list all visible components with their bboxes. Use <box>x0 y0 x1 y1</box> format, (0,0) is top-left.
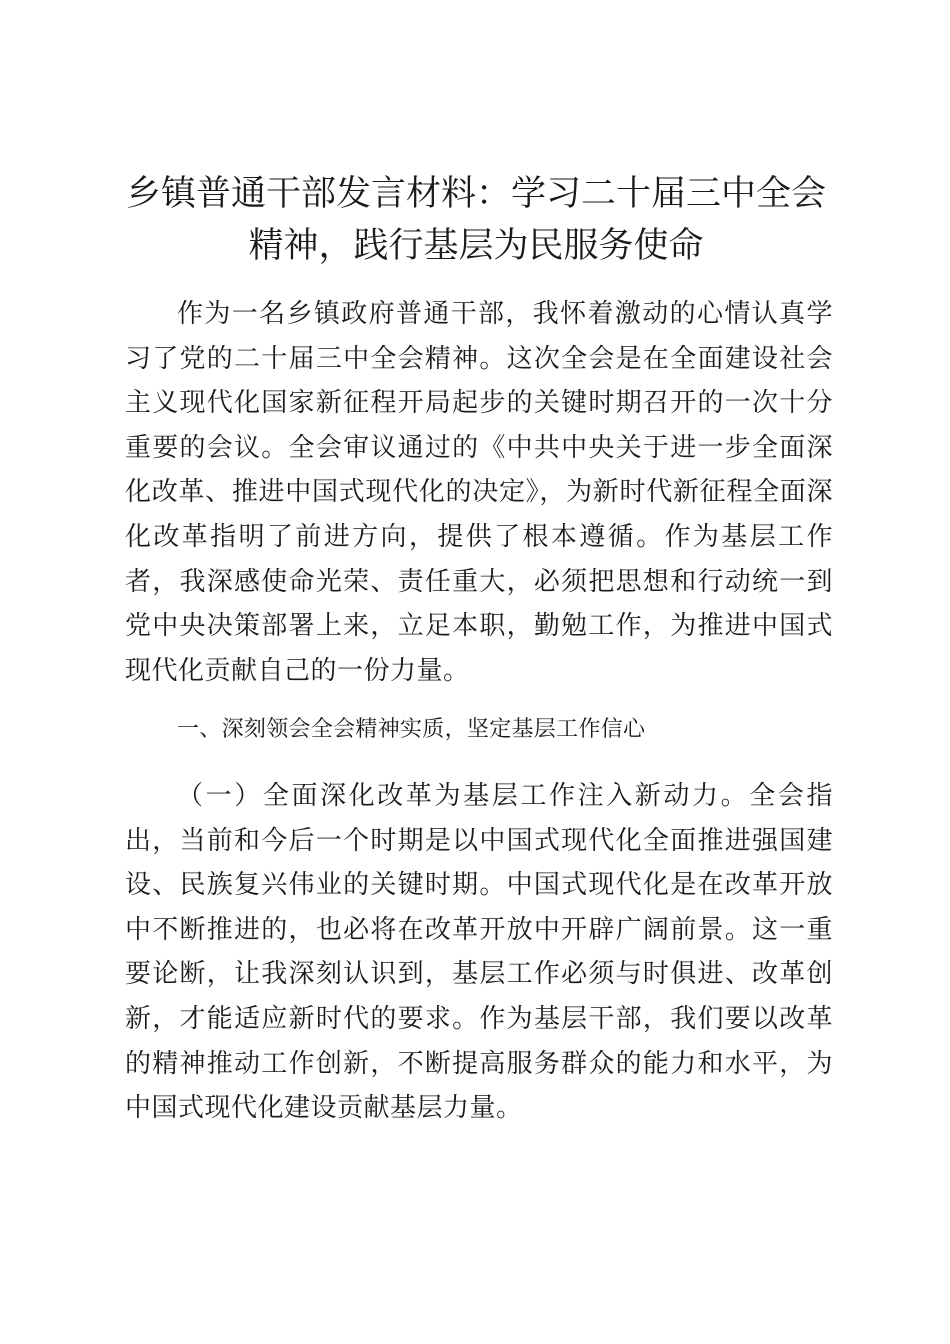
subsection-paragraph: （一）全面深化改革为基层工作注入新动力。全会指出，当前和今后一个时期是以中国式现代化全面推进强国建设、民族复兴伟业的关键时期。中国式现代化是在改革开放中不断推进的，也必将在改革开放中开辟广阔前景。这一重要论断，让我深刻认识到，基层工作必须与时俱进、改革创新，才能适应新时代的要求。作为基层干部，我们要以改革的精神推动工作创新，不断提高服务群众的能力和水平，为中国式现代化建设贡献基层力量。 <box>125 781 833 1124</box>
section-heading: 一、深刻领会全会精神实质，坚定基层工作信心 <box>177 717 646 742</box>
document-title: 乡镇普通干部发言材料：学习二十届三中全会精神，践行基层为民服务使命 <box>125 174 826 266</box>
intro-paragraph: 作为一名乡镇政府普通干部，我怀着激动的心情认真学习了党的二十届三中全会精神。这次全会是在全面建设社会主义现代化国家新征程开局起步的关键时期召开的一次十分重要的会议。全会审议通过的《中共中央关于进一步全面深化改革、推进中国式现代化的决定》，为新时代新征程全面深化改革指明了前进方向，提供了根本遵循。作为基层工作者，我深感使命光荣、责任重大，必须把思想和行动统一到党中央决策部署上来，立足本职，勤勉工作，为推进中国式现代化贡献自己的一份力量。 <box>125 299 833 686</box>
